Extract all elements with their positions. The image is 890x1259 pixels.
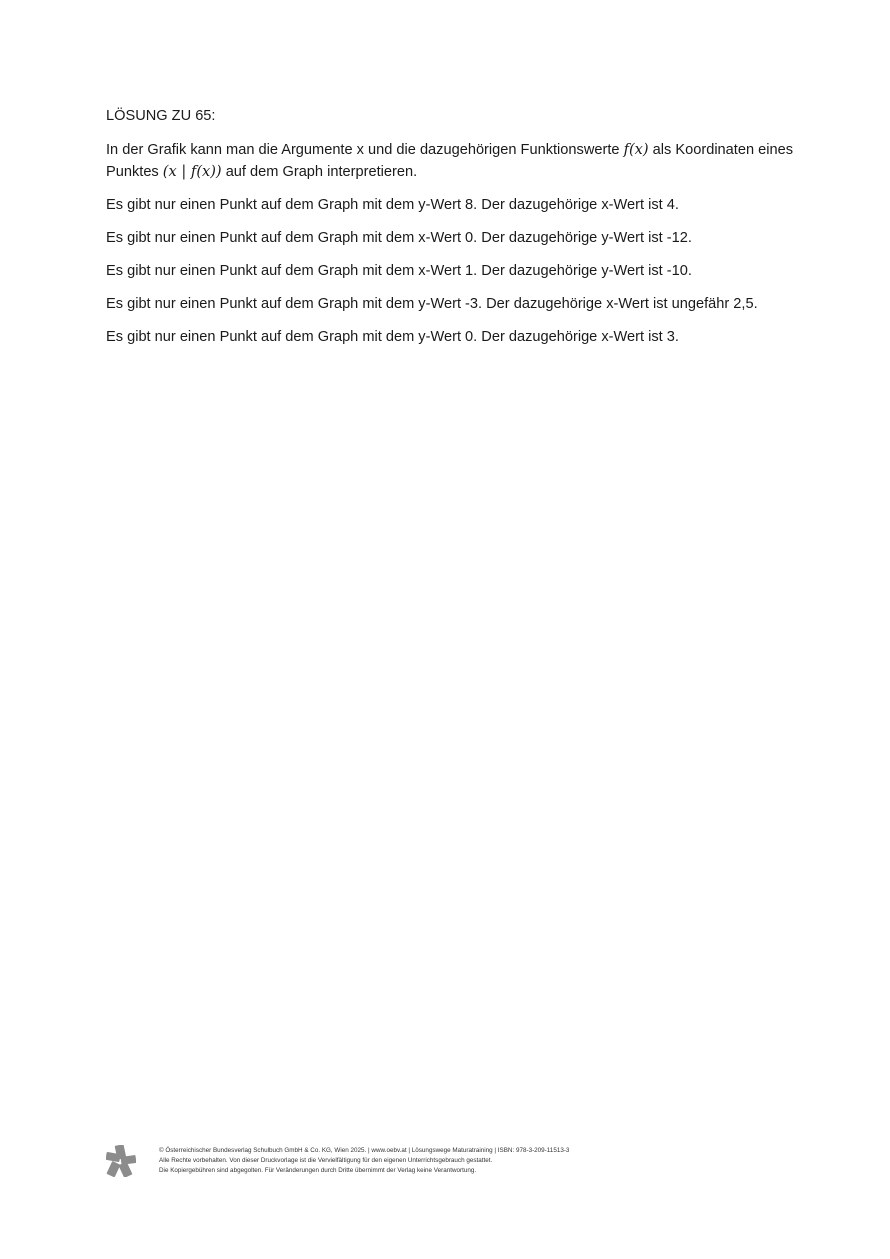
intro-text-part3: auf dem Graph interpretieren.	[221, 164, 418, 180]
footer-rights-line: Alle Rechte vorbehalten. Von dieser Druckvorlage ist die Vervielfältigung für den eigenen Unterrichtsgebrauch gestattet.	[159, 1157, 493, 1164]
oebv-logo-icon	[106, 1145, 136, 1177]
intro-math-fx: f(x)	[623, 141, 649, 158]
intro-paragraph	[106, 139, 806, 183]
document-body	[106, 106, 806, 360]
page-footer	[106, 1145, 806, 1185]
footer-text	[159, 1146, 569, 1176]
solution-heading: LÖSUNG ZU 65:	[106, 108, 216, 124]
intro-math-point: (x | f(x))	[162, 163, 222, 180]
intro-text-part1: In der Grafik kann man die Argumente x und die dazugehörigen Funktionswerte	[106, 142, 624, 158]
statement-3: Es gibt nur einen Punkt auf dem Graph mit dem x-Wert 1. Der dazugehörige y-Wert ist -10.	[106, 263, 692, 279]
footer-liability-line: Die Kopiergebühren sind abgegolten. Für Veränderungen durch Dritte übernimmt der Verlag keine Verantwortung.	[159, 1167, 477, 1174]
footer-copyright-line: © Österreichischer Bundesverlag Schulbuch GmbH & Co. KG, Wien 2025. | www.oebv.at | Lösungswege Maturatraining | ISBN: 978-3-209-11513-3	[159, 1147, 570, 1154]
statement-5: Es gibt nur einen Punkt auf dem Graph mit dem y-Wert 0. Der dazugehörige x-Wert ist 3.	[106, 329, 679, 345]
statement-1: Es gibt nur einen Punkt auf dem Graph mit dem y-Wert 8. Der dazugehörige x-Wert ist 4.	[106, 197, 679, 213]
intro-text-part2: als Koordinaten eines Punktes	[106, 142, 794, 180]
statement-2: Es gibt nur einen Punkt auf dem Graph mit dem x-Wert 0. Der dazugehörige y-Wert ist -12.	[106, 230, 692, 246]
statement-4: Es gibt nur einen Punkt auf dem Graph mit dem y-Wert -3. Der dazugehörige x-Wert ist ungefähr 2,5.	[106, 296, 758, 312]
